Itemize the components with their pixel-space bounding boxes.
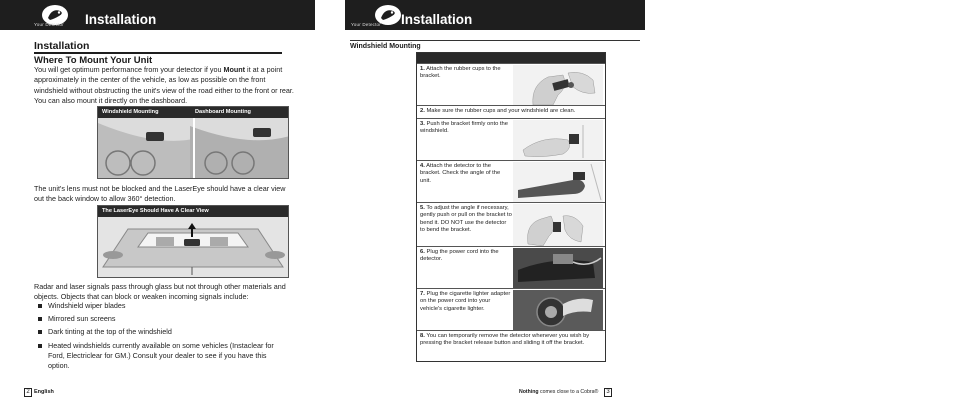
- push-bracket-photo: [513, 120, 603, 160]
- step-row: [417, 202, 605, 246]
- lens-paragraph: The unit's lens must not be blocked and the LaserEye should have a clear view out the back window to allow 360° detection.: [34, 184, 286, 204]
- step-row: [417, 160, 605, 202]
- step-text: 6. Plug the power cord into the detector.: [420, 249, 499, 263]
- footer-language: English: [34, 389, 54, 395]
- list-item: Dark tinting at the top of the windshield: [38, 327, 288, 337]
- attach-detector-photo: [513, 162, 603, 202]
- page-number-right: 3: [604, 388, 612, 397]
- section-divider: [350, 40, 640, 41]
- section-title: Windshield Mounting: [350, 43, 421, 50]
- lasereye-figure-caption: The LaserEye Should Have A Clear View: [98, 206, 288, 217]
- lasereye-figure: [97, 205, 289, 278]
- step-text: 4. Attach the detector to the bracket. Check the angle of the unit.: [420, 163, 501, 184]
- header-label: Your Detector: [34, 22, 64, 27]
- intro-paragraph: You will get optimum performance from your detector if you Mount it at a point approximately in the center of the vehicle, as low as possible on the front windshield without obstructing the unit's view of the road either to the front or rear. You can also mount it directly on the dashboard.: [34, 65, 294, 106]
- page-number-left: 2: [24, 388, 32, 397]
- steps-table: [416, 52, 606, 362]
- step-row: [417, 118, 605, 160]
- mounting-figure: [97, 106, 289, 179]
- step-text: 7. Plug the cigarette lighter adapter on the power cord into your vehicle's cigarette lighter.: [420, 291, 511, 312]
- list-item: Mirrored sun screens: [38, 314, 288, 324]
- cigarette-lighter-photo: [513, 290, 603, 330]
- step-row: [417, 63, 605, 105]
- step-row: [417, 288, 605, 330]
- list-item: Heated windshields currently available on some vehicles (Instaclear for Ford, Electriclear for GM.) Consult your dealer to see if you have this option.: [38, 341, 288, 371]
- power-cord-photo: [513, 248, 603, 288]
- step-text: 8. You can temporarily remove the detector whenever you wish by pressing the bracket release button and sliding it off the bracket.: [420, 333, 590, 347]
- header-label: Your Detector: [351, 22, 381, 27]
- left-page-header: [0, 0, 315, 30]
- caption-dashboard: Dashboard Mounting: [195, 109, 251, 115]
- step-text: 1. Attach the rubber cups to the bracket.: [420, 66, 501, 80]
- step-text: 5. To adjust the angle if necessary, gently push or pull on the bracket to bend it. DO NOT use the detector to bend the bracket.: [420, 205, 512, 234]
- right-page-header: [345, 0, 645, 30]
- step-row: [417, 246, 605, 288]
- step-row: [417, 105, 605, 118]
- mount-emphasis: Mount: [223, 65, 246, 74]
- list-item: Windshield wiper blades: [38, 301, 288, 311]
- mounting-figure-caption: [98, 107, 288, 118]
- caption-windshield: Windshield Mounting: [102, 109, 159, 115]
- section-title: Installation: [34, 40, 90, 52]
- subheading: Where To Mount Your Unit: [34, 55, 153, 66]
- blocking-objects-list: [38, 301, 288, 374]
- dashboard-illustration: [98, 118, 289, 179]
- header-title: Installation: [85, 12, 157, 27]
- adjust-bracket-photo: [513, 204, 603, 246]
- step-text: 2. Make sure the rubber cups and your windshield are clean.: [420, 108, 576, 114]
- header-title: Installation: [401, 12, 473, 27]
- footer-slogan: Nothing comes close to a Cobra®: [519, 389, 599, 395]
- step-row: [417, 330, 605, 362]
- rear-window-illustration: [98, 217, 289, 278]
- bracket-cups-photo: [513, 65, 603, 105]
- steps-table-header: [417, 53, 605, 63]
- section-divider: [34, 52, 282, 54]
- signals-paragraph: Radar and laser signals pass through glass but not through other materials and objects. Objects that can block or weaken incoming signals include:: [34, 282, 286, 302]
- step-text: 3. Push the bracket firmly onto the windshield.: [420, 121, 508, 135]
